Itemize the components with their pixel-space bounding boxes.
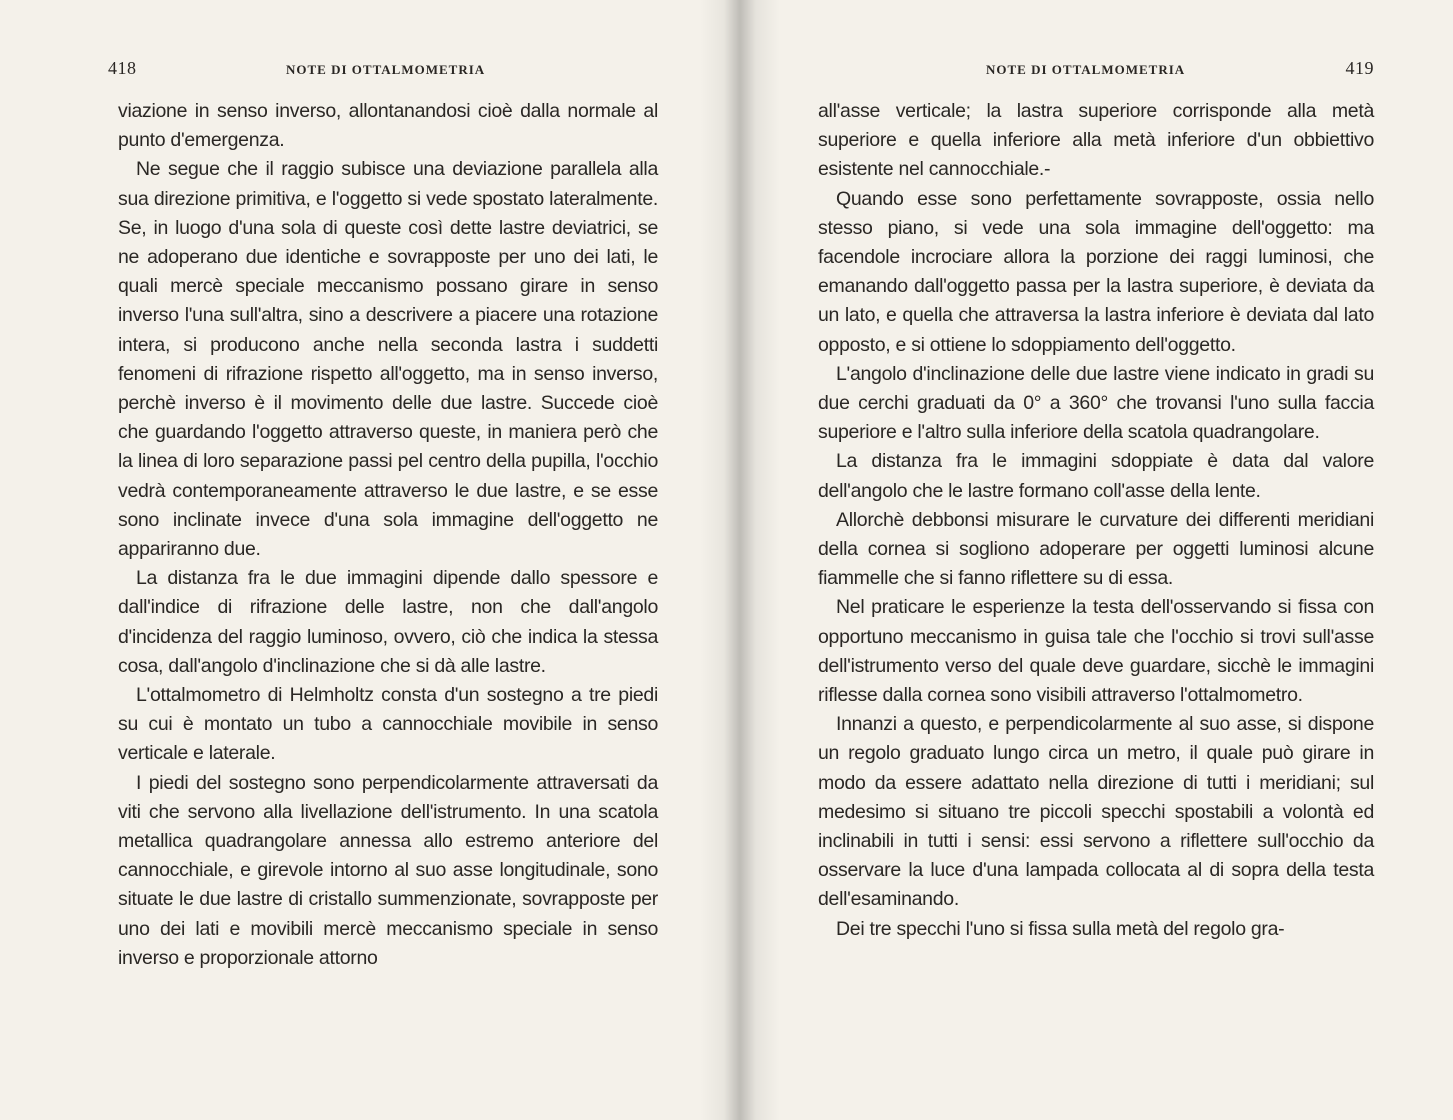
- right-paragraph-8: Dei tre specchi l'uno si fissa sulla metà del regolo gra-: [836, 917, 1285, 940]
- right-page-number: 419: [1345, 58, 1374, 78]
- left-paragraph-1: viazione in senso inverso, allontanandosi cioè dalla normale al punto d'emergenza.: [118, 100, 658, 152]
- left-page-number: 418: [108, 58, 137, 78]
- left-paragraph-2: Ne segue che il raggio subisce una deviazione parallela alla sua direzione primitiva, e l'oggetto si vede spostato lateralmente. Se, in luogo d'una sola di queste così dette lastre deviatrici, se ne adoperano due identiche e sovrapposte per uno dei lati, le quali mercè speciale meccanismo possano girare in senso inverso l'una sull'altra, sino a descrivere a piacere una rotazione intera, si producono anche nella seconda lastra i suddetti fenomeni di rifrazione rispetto all'oggetto, ma in senso inverso, perchè inverso è il movimento delle due lastre. Succede cioè che guardando l'oggetto attraverso queste, in maniera però che la linea di loro separazione passi pel centro della pupilla, l'occhio vedrà contemporaneamente attraverso le due lastre, e se esse sono inclinate invece d'una sola immagine dell'oggetto ne appariranno due.: [118, 158, 658, 561]
- left-paragraph-5: I piedi del sostegno sono perpendicolarmente attraversati da viti che servono alla livellazione dell'istrumento. In una scatola metallica quadrangolare annessa allo estremo anteriore del cannocchiale, e girevole intorno al suo asse longitudinale, sono situate le due lastre di cristallo summenzionate, sovrapposte per uno dei lati e movibili mercè meccanismo speciale in senso inverso e proporzionale attorno: [118, 771, 658, 969]
- right-paragraph-1: all'asse verticale; la lastra superiore corrisponde alla metà superiore e quella inferiore alla metà inferiore d'un obbiettivo esistente nel cannocchiale.-: [818, 100, 1374, 181]
- right-paragraph-3: L'angolo d'inclinazione delle due lastre viene indicato in gradi su due cerchi graduati da 0° a 360° che trovansi l'uno sulla faccia superiore e l'altro sulla inferiore della scatola quadrangolare.: [818, 362, 1374, 444]
- left-page: [0, 0, 726, 1120]
- right-paragraph-5: Allorchè debbonsi misurare le curvature dei differenti meridiani della cornea si sogliono adoperare per oggetti luminosi alcune fiammelle che si fanno riflettere su di essa.: [818, 508, 1374, 590]
- left-paragraph-4: L'ottalmometro di Helmholtz consta d'un sostegno a tre piedi su cui è montato un tubo a cannocchiale movibile in senso verticale e laterale.: [118, 684, 658, 765]
- right-paragraph-4: La distanza fra le immagini sdoppiate è data dal valore dell'angolo che le lastre formano coll'asse della lente.: [818, 450, 1374, 502]
- right-paragraph-2: Quando esse sono perfettamente sovrapposte, ossia nello stesso piano, si vede una sola immagine dell'oggetto: ma facendole incrociare allora la porzione dei raggi luminosi, che emanando dall'oggetto passa per la lastra superiore, è deviata da un lato, e quella che attraversa la lastra inferiore è deviata dal lato opposto, e si ottiene lo sdoppiamento dell'oggetto.: [818, 187, 1374, 356]
- left-running-title: NOTE DI OTTALMOMETRIA: [286, 62, 486, 77]
- left-page-header: [108, 60, 660, 86]
- right-running-title: NOTE DI OTTALMOMETRIA: [986, 62, 1186, 77]
- left-paragraph-3: La distanza fra le due immagini dipende dallo spessore e dall'indice di rifrazione delle lastre, non che dall'angolo d'incidenza del raggio luminoso, ovvero, ciò che indica la stessa cosa, dall'angolo d'inclinazione che si dà alle lastre.: [118, 567, 658, 677]
- right-paragraph-6: Nel praticare le esperienze la testa dell'osservando si fissa con opportuno meccanismo in guisa tale che l'occhio si trovi sull'asse dell'istrumento verso del quale deve guardare, sicchè le immagini riflesse dalla cornea sono visibili attraverso l'ottalmometro.: [818, 596, 1374, 707]
- left-page-body: [118, 97, 658, 973]
- right-page-header: [806, 60, 1374, 86]
- right-page: [726, 0, 1453, 1120]
- right-paragraph-7: Innanzi a questo, e perpendicolarmente al suo asse, si dispone un regolo graduato lungo circa un metro, il quale può girare in modo da essere adattato nella direzione di tutti i meridiani; sul medesimo si situano tre piccoli specchi spostabili a volontà ed inclinabili in tutti i sensi: essi servono a riflettere sull'occhio da osservare la luce d'una lampada collocata al di sopra della testa dell'esaminando.: [818, 713, 1374, 911]
- right-page-body: [818, 97, 1374, 944]
